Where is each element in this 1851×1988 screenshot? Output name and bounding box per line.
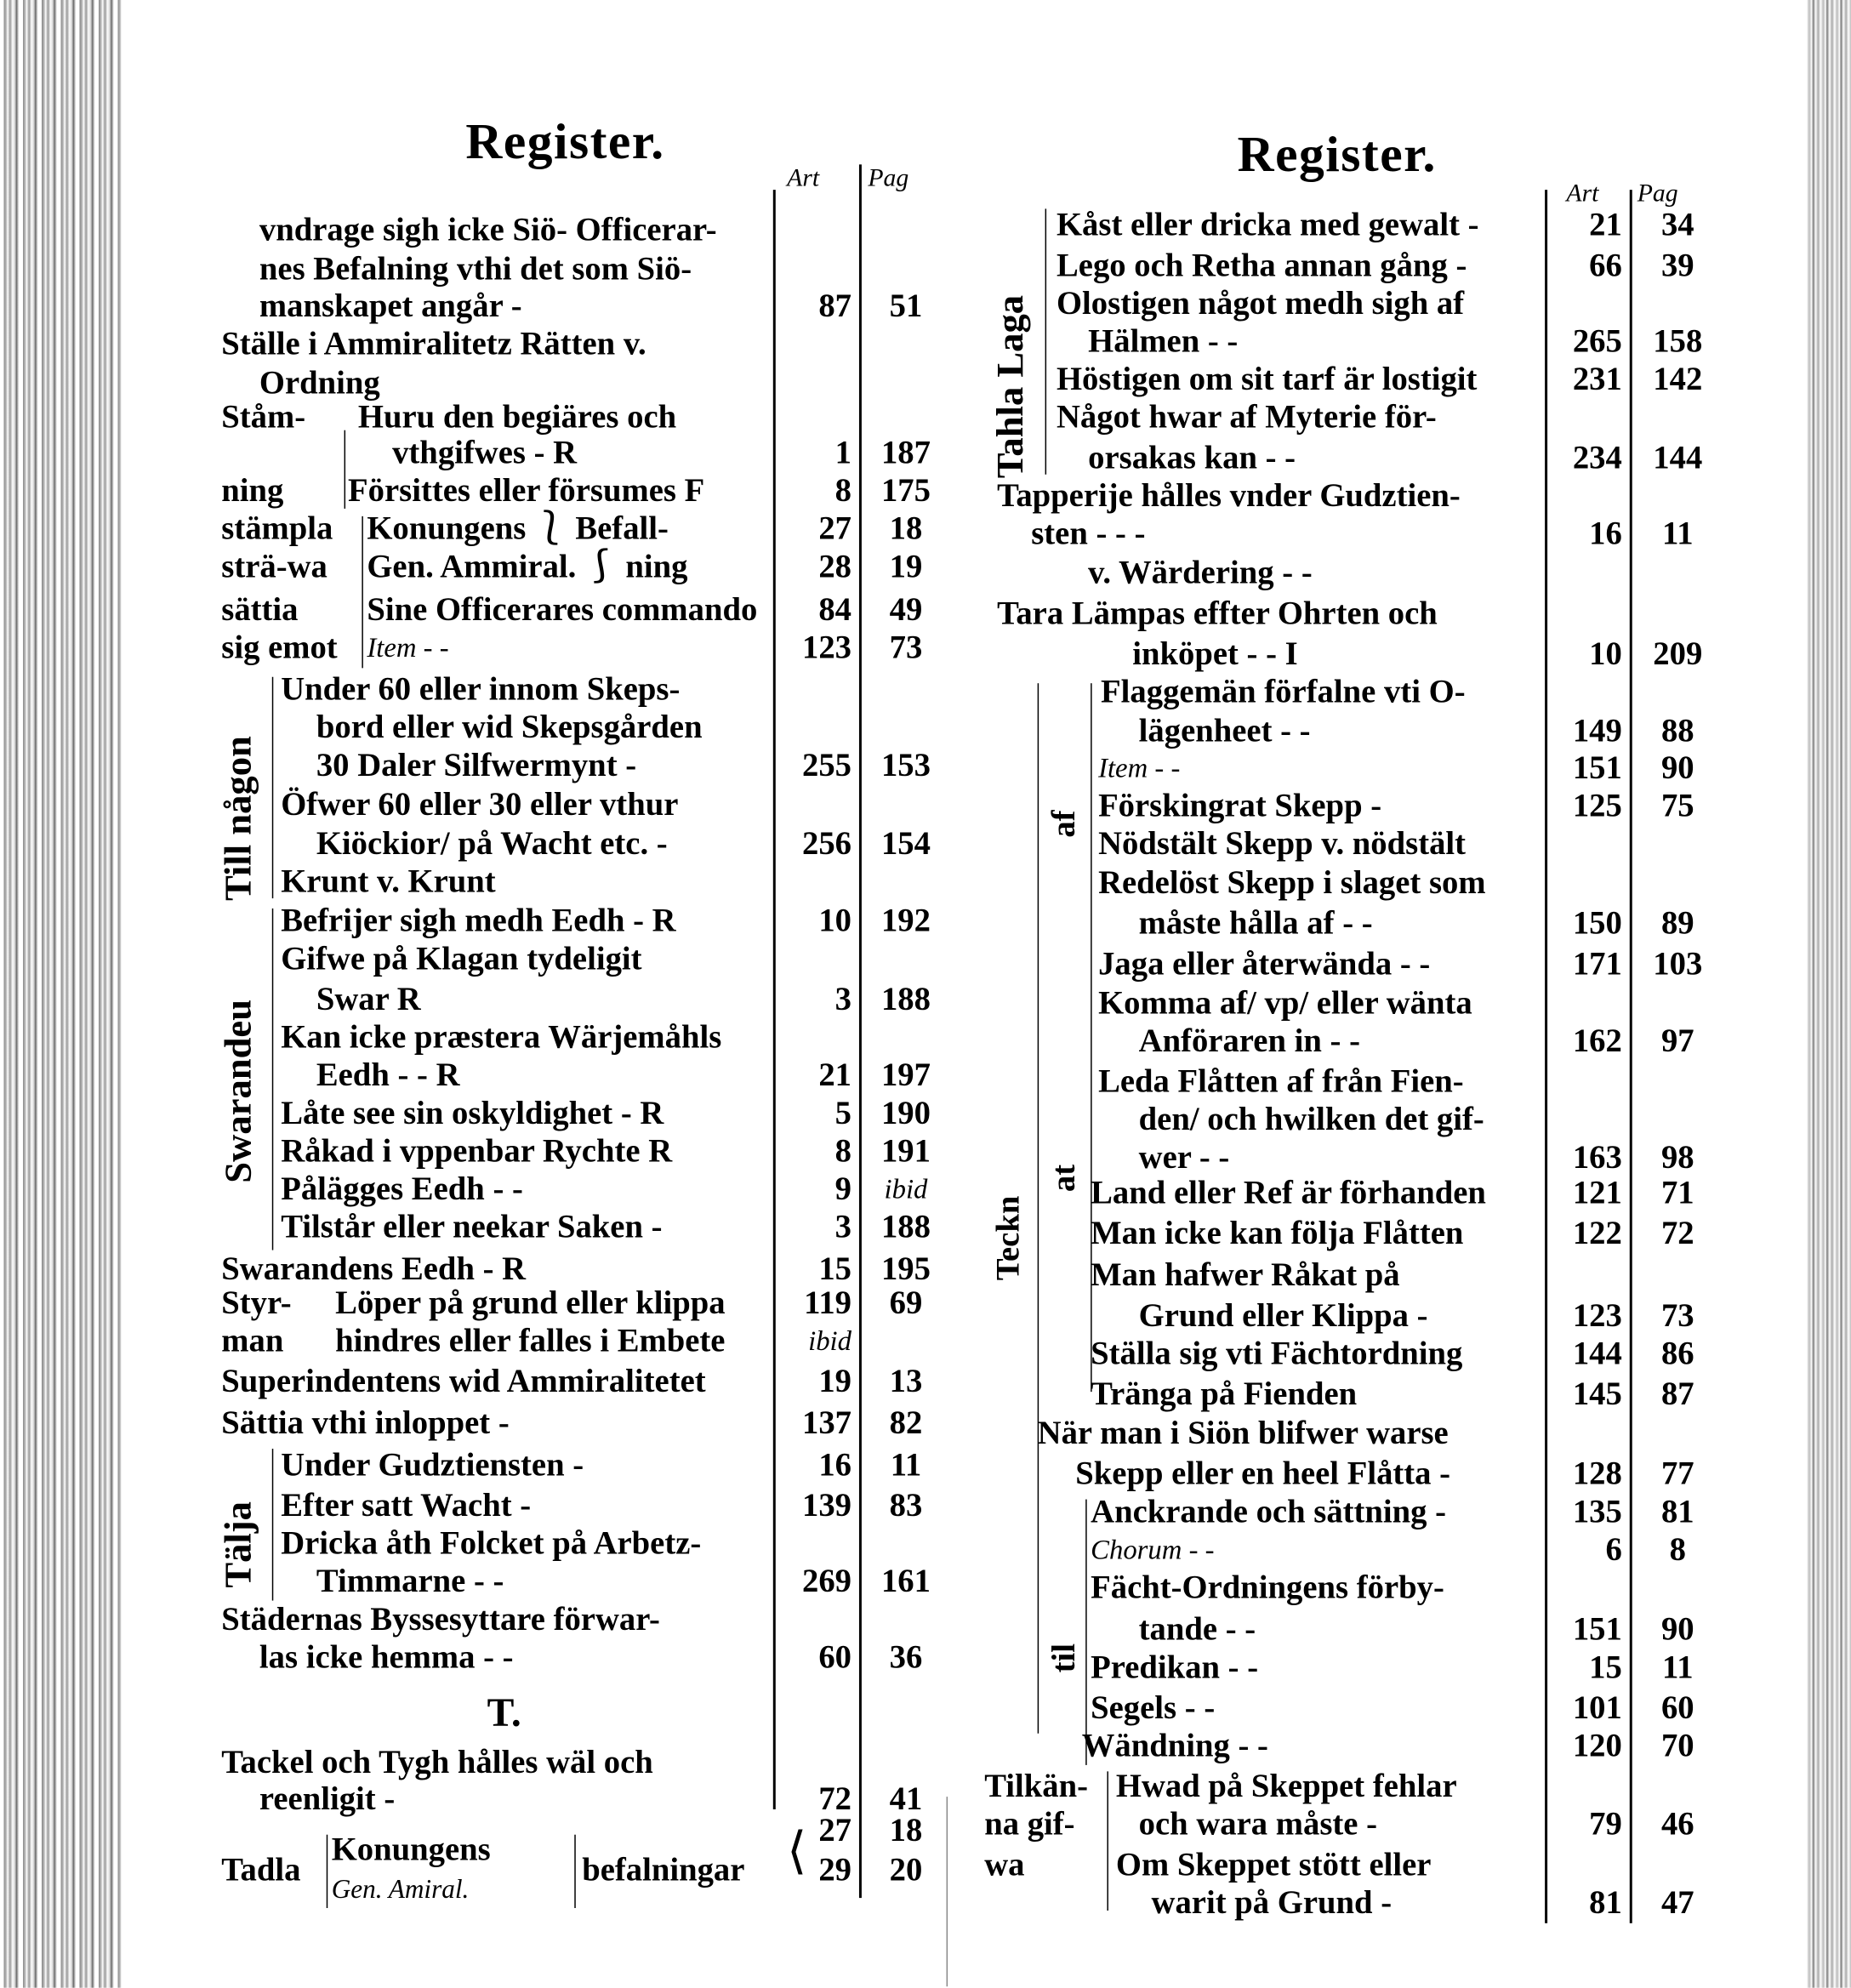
art-column-header: Art bbox=[787, 164, 820, 193]
entry-text: lägenheet - - bbox=[1138, 712, 1311, 749]
rotated-label-teckn: Teckn bbox=[989, 1195, 1027, 1281]
pag-number: 11 bbox=[1662, 515, 1694, 552]
entry-text: Konungens ⎱ Befall- bbox=[367, 510, 669, 547]
pag-number: 71 bbox=[1660, 1174, 1694, 1211]
entry-text: Item - - bbox=[367, 631, 449, 664]
entry-text: Höstigen om sit tarf är lostigit bbox=[1056, 360, 1478, 398]
pag-number: 144 bbox=[1653, 439, 1703, 476]
entry-text: Land eller Ref är förhanden bbox=[1091, 1174, 1486, 1211]
pag-number: 154 bbox=[880, 824, 931, 862]
art-number: 28 bbox=[818, 548, 852, 585]
bracket bbox=[362, 516, 364, 668]
bracket bbox=[1107, 1771, 1109, 1911]
entry-lower: Gen. Amiral. bbox=[331, 1873, 470, 1905]
entry-text: Städernas Byssesyttare förwar- bbox=[221, 1600, 660, 1638]
entry-text: Befrijer sigh medh Eedh - R bbox=[281, 902, 676, 939]
art-number: 1 bbox=[834, 434, 852, 471]
entry-text: Efter satt Wacht - bbox=[281, 1486, 532, 1524]
bracket bbox=[1038, 683, 1040, 1734]
pag-number: 18 bbox=[889, 510, 923, 547]
pag-number: 153 bbox=[880, 746, 931, 783]
gutter-line bbox=[947, 1797, 948, 1986]
pag-number: 70 bbox=[1660, 1727, 1694, 1764]
pag-number: 69 bbox=[889, 1284, 923, 1321]
entry-text: Dricka åth Folcket på Arbetz- bbox=[281, 1524, 702, 1562]
pag-number: 18 bbox=[889, 1811, 923, 1849]
entry-text: Under Gudztiensten - bbox=[281, 1446, 584, 1484]
entry-side-label: Styr- bbox=[221, 1284, 292, 1321]
pag-number: 191 bbox=[880, 1132, 931, 1170]
entry-text: Swar R bbox=[316, 980, 421, 1017]
art-number: 81 bbox=[1589, 1883, 1622, 1921]
pag-number: 47 bbox=[1660, 1883, 1694, 1921]
bracket bbox=[327, 1835, 329, 1908]
entry-text: Tapperije hålles vnder Gudztien- bbox=[997, 476, 1461, 514]
art-number: 3 bbox=[834, 1208, 852, 1245]
pag-number: 142 bbox=[1653, 360, 1703, 398]
entry-text: Timmarne - - bbox=[316, 1562, 504, 1600]
rotated-label-tahla-laga: Tahla Laga bbox=[989, 294, 1032, 479]
entry-text: Komma af/ vp/ eller wänta bbox=[1098, 984, 1472, 1022]
art-number: 150 bbox=[1572, 904, 1622, 942]
art-number: 29 bbox=[818, 1851, 852, 1888]
entry-side-label: man bbox=[221, 1322, 284, 1359]
entry-side-label: Tilkän- bbox=[984, 1767, 1089, 1805]
bracket bbox=[272, 909, 275, 1250]
pag-number: 188 bbox=[880, 1208, 931, 1245]
right-page-edge bbox=[1807, 0, 1851, 1988]
art-number: 72 bbox=[818, 1780, 852, 1817]
pag-number: 209 bbox=[1653, 635, 1703, 672]
bracket bbox=[1085, 1500, 1088, 1765]
entry-text: tande - - bbox=[1138, 1610, 1256, 1648]
entry-text: Pålägges Eedh - - bbox=[281, 1170, 523, 1207]
entry-text: Gen. Ammiral. ⎰ ning bbox=[367, 548, 688, 585]
pag-number: 60 bbox=[1660, 1689, 1694, 1726]
entry-side-label: sig emot bbox=[221, 629, 338, 666]
entry-text: Kan icke præstera Wärjemåhls bbox=[281, 1018, 722, 1056]
art-number: 60 bbox=[818, 1638, 852, 1676]
pag-number: 188 bbox=[880, 980, 931, 1017]
entry-text: Tränga på Fienden bbox=[1091, 1375, 1358, 1412]
art-number: 128 bbox=[1572, 1455, 1622, 1492]
entry-text: Redelöst Skepp i slaget som bbox=[1098, 863, 1486, 902]
column-rule bbox=[1630, 190, 1632, 1923]
entry-tail: befalningar bbox=[582, 1851, 745, 1888]
art-number: 27 bbox=[818, 510, 852, 547]
entry-text: Förskingrat Skepp - bbox=[1098, 787, 1382, 824]
entry-side-label: ning bbox=[221, 471, 284, 509]
entry-upper: Konungens bbox=[331, 1831, 491, 1868]
art-number: 3 bbox=[834, 980, 852, 1017]
entry-text: och wara måste - bbox=[1138, 1805, 1377, 1843]
entry-text: vthgifwes - R bbox=[392, 434, 578, 471]
entry-text: Ordning bbox=[259, 364, 380, 402]
art-number: 171 bbox=[1572, 945, 1622, 983]
entry-text: måste hålla af - - bbox=[1138, 904, 1373, 942]
art-number: 151 bbox=[1572, 749, 1622, 786]
art-number: 265 bbox=[1572, 322, 1622, 360]
art-number: 21 bbox=[818, 1056, 852, 1094]
art-number: 122 bbox=[1572, 1214, 1622, 1252]
entry-text: 30 Daler Silfwermynt - bbox=[316, 746, 637, 783]
entry-text: Om Skeppet stött eller bbox=[1115, 1846, 1432, 1883]
entry-text: las icke hemma - - bbox=[259, 1638, 514, 1676]
pag-number: 8 bbox=[1669, 1530, 1686, 1568]
entry-text: Sättia vthi inloppet - bbox=[221, 1404, 510, 1442]
entry-text: bord eller wid Skepsgården bbox=[316, 708, 703, 746]
column-rule bbox=[859, 164, 862, 1898]
entry-text: Predikan - - bbox=[1091, 1649, 1259, 1686]
entry-side-label: sättia bbox=[221, 590, 299, 628]
art-number: 163 bbox=[1572, 1138, 1622, 1176]
entry-text: Lego och Retha annan gång - bbox=[1056, 247, 1467, 284]
entry-text: v. Wärdering - - bbox=[1088, 554, 1313, 591]
pag-number: 83 bbox=[889, 1486, 923, 1524]
entry-text: nes Befalning vthi det som Siö- bbox=[259, 250, 692, 288]
pag-number: 20 bbox=[889, 1851, 923, 1888]
entry-text: Fächt-Ordningens förby- bbox=[1091, 1569, 1444, 1606]
entry-text: Under 60 eller innom Skeps- bbox=[281, 670, 681, 708]
entry-text: Löper på grund eller klippa bbox=[335, 1284, 726, 1321]
rotated-label-til: til bbox=[1045, 1643, 1082, 1673]
left-page-edge bbox=[0, 0, 122, 1988]
entry-text: Gifwe på Klagan tydeligit bbox=[281, 940, 642, 977]
entry-text: Ställa sig vti Fächtordning bbox=[1091, 1335, 1463, 1372]
art-number: 269 bbox=[802, 1562, 852, 1600]
pag-number: 90 bbox=[1660, 749, 1694, 786]
entry-text: Tara Lämpas effter Ohrten och bbox=[997, 595, 1438, 632]
art-number: 16 bbox=[818, 1446, 852, 1484]
art-number: 15 bbox=[1589, 1649, 1622, 1686]
pag-number: 39 bbox=[1660, 247, 1694, 284]
entry-text: Något hwar af Myterie för- bbox=[1056, 398, 1437, 436]
pag-number: 41 bbox=[889, 1780, 923, 1817]
entry-text: Grund eller Klippa - bbox=[1138, 1296, 1428, 1334]
pag-number: 75 bbox=[1660, 787, 1694, 824]
entry-text: Försittes eller försumes F bbox=[348, 471, 705, 509]
art-number: 255 bbox=[802, 746, 852, 783]
art-number: 144 bbox=[1572, 1335, 1622, 1372]
entry-text: Huru den begiäres och bbox=[357, 398, 677, 436]
art-number: 149 bbox=[1572, 712, 1622, 749]
art-number: 10 bbox=[1589, 635, 1622, 672]
entry-text: Tackel och Tygh hålles wäl och bbox=[221, 1743, 653, 1780]
page-title: Register. bbox=[1237, 125, 1437, 183]
pag-number: 192 bbox=[880, 902, 931, 939]
entry-text: Olostigen något medh sigh af bbox=[1056, 284, 1465, 322]
entry-text: Ställe i Ammiralitetz Rätten v. bbox=[221, 325, 646, 362]
pag-number: 103 bbox=[1653, 945, 1703, 983]
art-number: 256 bbox=[802, 824, 852, 862]
entry-text: Nödstält Skepp v. nödstält bbox=[1098, 824, 1467, 862]
entry-side-label: strä-wa bbox=[221, 548, 327, 585]
entry-text: När man i Siön blifwer warse bbox=[1037, 1414, 1449, 1452]
pag-number: 98 bbox=[1660, 1138, 1694, 1176]
pag-number: 161 bbox=[880, 1562, 931, 1600]
art-column-header: Art bbox=[1566, 179, 1599, 208]
entry-text: Sine Officerares commando bbox=[367, 590, 758, 628]
pag-number: 36 bbox=[889, 1638, 923, 1676]
rotated-label-at: at bbox=[1045, 1164, 1082, 1193]
pag-number: ibid bbox=[884, 1172, 928, 1205]
pag-number: 49 bbox=[889, 590, 923, 628]
entry-text: Leda Flåtten af från Fien- bbox=[1098, 1062, 1464, 1100]
entry-text: hindres eller falles i Embete bbox=[335, 1322, 726, 1359]
entry-text: Kåst eller dricka med gewalt - bbox=[1056, 206, 1479, 243]
entry-text: den/ och hwilken det gif- bbox=[1138, 1101, 1484, 1138]
art-number: 145 bbox=[1572, 1375, 1622, 1412]
art-number: 21 bbox=[1589, 206, 1622, 243]
art-number: 15 bbox=[818, 1250, 852, 1287]
entry-text: wer - - bbox=[1138, 1138, 1230, 1176]
art-number: 8 bbox=[834, 1132, 852, 1170]
entry-text: warit på Grund - bbox=[1151, 1883, 1393, 1921]
entry-text: Låte see sin oskyldighet - R bbox=[281, 1094, 664, 1131]
bracket bbox=[272, 677, 275, 898]
entry-text: Hälmen - - bbox=[1088, 322, 1239, 360]
art-number: 135 bbox=[1572, 1493, 1622, 1530]
pag-number: 77 bbox=[1660, 1455, 1694, 1492]
art-number: 234 bbox=[1572, 439, 1622, 476]
pag-number: 88 bbox=[1660, 712, 1694, 749]
art-number: 231 bbox=[1572, 360, 1622, 398]
entry-text: Kiöckior/ på Wacht etc. - bbox=[316, 824, 668, 862]
entry-text: Tilstår eller neekar Saken - bbox=[281, 1208, 663, 1245]
rotated-label-swarandeu: Swarandeu bbox=[217, 999, 259, 1183]
pag-number: 86 bbox=[1660, 1335, 1694, 1372]
entry-text: manskapet angår - bbox=[259, 287, 522, 324]
art-number: 151 bbox=[1572, 1610, 1622, 1648]
entry-text: vndrage sigh icke Siö- Officerar- bbox=[259, 211, 717, 248]
pag-number: 51 bbox=[889, 287, 923, 324]
art-number: 8 bbox=[834, 471, 852, 509]
art-number: 121 bbox=[1572, 1174, 1622, 1211]
entry-side-label: wa bbox=[984, 1846, 1025, 1883]
pag-number: 195 bbox=[880, 1250, 931, 1287]
entry-text: Krunt v. Krunt bbox=[281, 863, 496, 900]
pag-number: 11 bbox=[1662, 1649, 1694, 1686]
art-number: ibid bbox=[808, 1324, 852, 1357]
entry-text: Flaggemän förfalne vti O- bbox=[1101, 673, 1466, 710]
bracket bbox=[1045, 208, 1048, 474]
art-number: 101 bbox=[1572, 1689, 1622, 1726]
rotated-label-af: af bbox=[1045, 810, 1082, 838]
art-number: 9 bbox=[834, 1170, 852, 1207]
brace-glyph: ⟨ bbox=[787, 1821, 807, 1879]
bracket bbox=[272, 1449, 275, 1600]
pag-number: 190 bbox=[880, 1094, 931, 1131]
pag-number: 34 bbox=[1660, 206, 1694, 243]
bracket bbox=[574, 1835, 577, 1908]
pag-number: 87 bbox=[1660, 1375, 1694, 1412]
entry-side-label: na gif- bbox=[984, 1805, 1075, 1843]
bracket bbox=[345, 430, 347, 509]
entry-text: Segels - - bbox=[1091, 1689, 1216, 1726]
pag-number: 46 bbox=[1660, 1805, 1694, 1843]
art-number: 10 bbox=[818, 902, 852, 939]
page-title: Register. bbox=[465, 112, 665, 170]
art-number: 87 bbox=[818, 287, 852, 324]
art-number: 5 bbox=[834, 1094, 852, 1131]
pag-number: 19 bbox=[889, 548, 923, 585]
entry-text: inköpet - - I bbox=[1132, 635, 1298, 672]
pag-number: 89 bbox=[1660, 904, 1694, 942]
pag-number: 72 bbox=[1660, 1214, 1694, 1252]
entry-text: Man icke kan följa Flåtten bbox=[1091, 1214, 1464, 1252]
pag-number: 82 bbox=[889, 1404, 923, 1442]
entry-text: orsakas kan - - bbox=[1088, 439, 1296, 476]
pag-number: 97 bbox=[1660, 1022, 1694, 1059]
entry-text: Man hafwer Råkat på bbox=[1091, 1256, 1400, 1294]
entry-text: Skepp eller en heel Flåtta - bbox=[1075, 1455, 1451, 1492]
rotated-label-till-nagon: Till någon bbox=[217, 736, 259, 902]
pag-number: 73 bbox=[1660, 1296, 1694, 1334]
pag-number: 187 bbox=[880, 434, 931, 471]
art-number: 6 bbox=[1605, 1530, 1622, 1568]
rotated-label-talja: Tälja bbox=[217, 1501, 259, 1588]
art-number: 19 bbox=[818, 1362, 852, 1400]
art-number: 27 bbox=[818, 1811, 852, 1849]
entry-text: Eedh - - R bbox=[316, 1056, 460, 1094]
art-number: 84 bbox=[818, 590, 852, 628]
pag-number: 73 bbox=[889, 629, 923, 666]
art-number: 120 bbox=[1572, 1727, 1622, 1764]
pag-column-header: Pag bbox=[868, 164, 909, 193]
pag-number: 13 bbox=[889, 1362, 923, 1400]
pag-number: 158 bbox=[1653, 322, 1703, 360]
entry-side-label: Ståm- bbox=[221, 398, 306, 436]
entry-text: Anckrande och sättning - bbox=[1091, 1493, 1447, 1530]
entry-text: Hwad på Skeppet fehlar bbox=[1115, 1767, 1457, 1805]
entry-text: Chorum - - bbox=[1091, 1533, 1215, 1565]
art-number: 139 bbox=[802, 1486, 852, 1524]
pag-number: 11 bbox=[890, 1446, 922, 1484]
art-number: 119 bbox=[804, 1284, 852, 1321]
entry-side-label: stämpla bbox=[221, 510, 333, 547]
art-number: 79 bbox=[1589, 1805, 1622, 1843]
art-number: 16 bbox=[1589, 515, 1622, 552]
art-number: 123 bbox=[802, 629, 852, 666]
pag-number: 197 bbox=[880, 1056, 931, 1094]
entry-text: sten - - - bbox=[1031, 515, 1146, 552]
entry-text: Öfwer 60 eller 30 eller vthur bbox=[281, 785, 679, 823]
entry-text: Item - - bbox=[1098, 751, 1181, 783]
entry-text: Swarandens Eedh - R bbox=[221, 1250, 527, 1287]
entry-text: Superindentens wid Ammiralitetet bbox=[221, 1362, 706, 1400]
entry-text: Råkad i vppenbar Rychte R bbox=[281, 1132, 673, 1170]
pag-number: 175 bbox=[880, 471, 931, 509]
entry-text: reenligit - bbox=[259, 1780, 396, 1817]
pag-column-header: Pag bbox=[1637, 179, 1678, 208]
art-number: 137 bbox=[802, 1404, 852, 1442]
pag-number: 90 bbox=[1660, 1610, 1694, 1648]
entry-text: Wändning - - bbox=[1081, 1727, 1268, 1764]
art-number: 123 bbox=[1572, 1296, 1622, 1334]
art-number: 66 bbox=[1589, 247, 1622, 284]
section-heading-t: T. bbox=[487, 1689, 521, 1735]
art-number: 125 bbox=[1572, 787, 1622, 824]
entry-word: Tadla bbox=[221, 1851, 301, 1888]
art-number: 162 bbox=[1572, 1022, 1622, 1059]
entry-text: Anföraren in - - bbox=[1138, 1022, 1360, 1059]
pag-number: 81 bbox=[1660, 1493, 1694, 1530]
entry-text: Jaga eller återwända - - bbox=[1098, 945, 1431, 983]
